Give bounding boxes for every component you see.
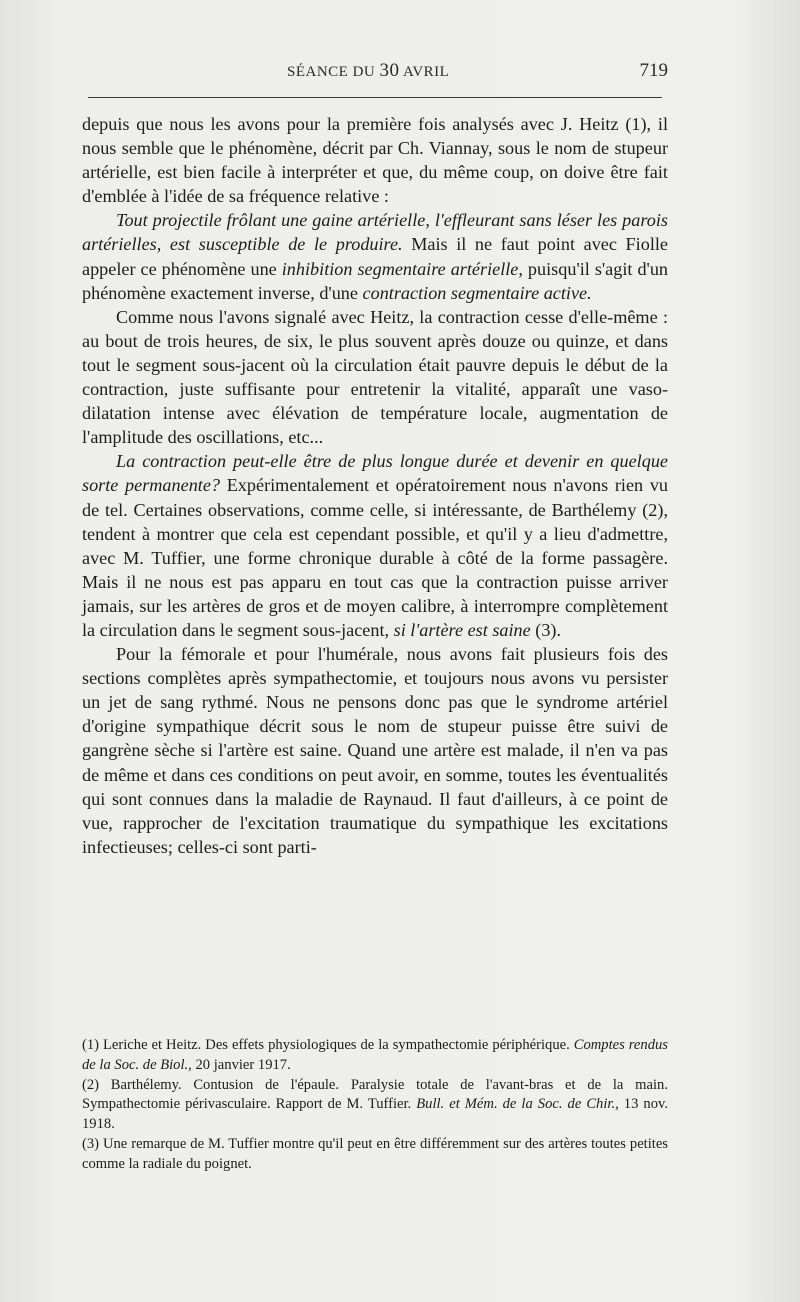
italic-condition: si l'artère est saine [393, 619, 531, 640]
footnote-3: (3) Une remarque de M. Tuffier montre qu'il peut en être différemment sur des artères toutes petites comme la radiale du poignet. [82, 1135, 668, 1172]
footnote-1 [82, 1036, 668, 1076]
footnotes [82, 1036, 668, 1175]
running-title-day: 30 [379, 60, 400, 81]
page-number: 719 [639, 60, 668, 81]
paragraph-2-text-b: puisqu'il s'agit d'un phénomène exactement inverse, d'une [82, 258, 669, 303]
paragraph-2 [82, 208, 668, 304]
footnote-2-text-b: 13 nov. 1918. [82, 1096, 668, 1133]
italic-term-1: inhibition segmentaire artérielle, [281, 258, 523, 279]
paragraph-2-text-a: Mais il ne faut point avec Fiolle appeler ce phénomène une [82, 234, 668, 279]
footnote-1-text-a: (1) Leriche et Heitz. Des effets physiologiques de la sympathectomie périphérique. [82, 1037, 574, 1053]
footnote-2 [82, 1076, 668, 1135]
running-title [287, 60, 449, 82]
footnote-1-text-b: 20 janvier 1917. [191, 1056, 291, 1073]
footnote-1-journal: Comptes rendus de la Soc. de Biol., [82, 1037, 668, 1073]
header-rule [88, 97, 662, 98]
main-text [82, 112, 668, 859]
paragraph-4-text-a: Expérimentalement et opératoirement nous n'avons rien vu de tel. Certaines observations, comme celle, si intéressante, de Barthélemy (2), tendent à montrer que cela est cependant possible, et qu'il y a lieu d'admettre, avec M. Tuffier, une forme chronique durable à côté de la forme passagère. Mais il ne nous est pas apparu en tout cas que la contraction puisse arriver jamais, sur les artères de gros et de moyen calibre, à interrompre complètement la circulation dans le segment sous-jacent, [82, 475, 669, 640]
paragraph-3: Comme nous l'avons signalé avec Heitz, la contraction cesse d'elle-même : au bout de trois heures, de six, le plus souvent après douze ou quinze, et dans tout le segment sous-jacent où la circulation était pauvre depuis le début de la contraction, juste suffisante pour entretenir la vitalité, apparaît une vaso-dilatation intense avec élévation de température locale, augmentation de l'amplitude des oscillations, etc... [82, 306, 668, 448]
italic-question: La contraction peut-elle être de plus longue durée et devenir en quelque sorte permanente? [82, 451, 668, 496]
footnote-2-journal: Bull. et Mém. de la Soc. de Chir., [416, 1096, 619, 1113]
paragraph-4-text-b: (3). [530, 619, 562, 640]
italic-term-2: contraction segmentaire active. [362, 282, 592, 303]
running-title-suffix: AVRIL [399, 64, 450, 80]
footnote-2-text-a: (2) Barthélemy. Contusion de l'épaule. Paralysie totale de l'avant-bras et de la main. Sympathectomie périvasculaire. Rapport de M. Tuffier. [82, 1076, 668, 1113]
paragraph-5: Pour la fémorale et pour l'humérale, nous avons fait plusieurs fois des sections complètes après sympathectomie, et toujours nous avons vu persister un jet de sang rythmé. Nous ne pensons donc pas que le syndrome artériel d'origine sympathique décrit sous le nom de stupeur puisse être suivi de gangrène sèche si l'artère est saine. Quand une artère est malade, il n'en va pas de même et dans ces conditions on peut avoir, en somme, toutes les éventualités qui sont connues dans la maladie de Raynaud. Il faut d'ailleurs, à ce point de vue, rapprocher de l'excitation traumatique du sympathique les excitations infectieuses; celles-ci sont parti- [82, 644, 668, 857]
running-title-prefix: SÉANCE DU [287, 64, 380, 80]
italic-statement: Tout projectile frôlant une gaine artérielle, l'effleurant sans léser les parois artérielles, est susceptible de le produire. [82, 210, 668, 255]
paragraph-4 [82, 449, 668, 642]
paragraph-1: depuis que nous les avons pour la première fois analysés avec J. Heitz (1), il nous semble que le phénomène, décrit par Ch. Viannay, sous le nom de stupeur artérielle, est bien facile à interpréter et que, du même coup, on doive être fait d'emblée à l'idée de sa fréquence relative : [82, 114, 668, 207]
